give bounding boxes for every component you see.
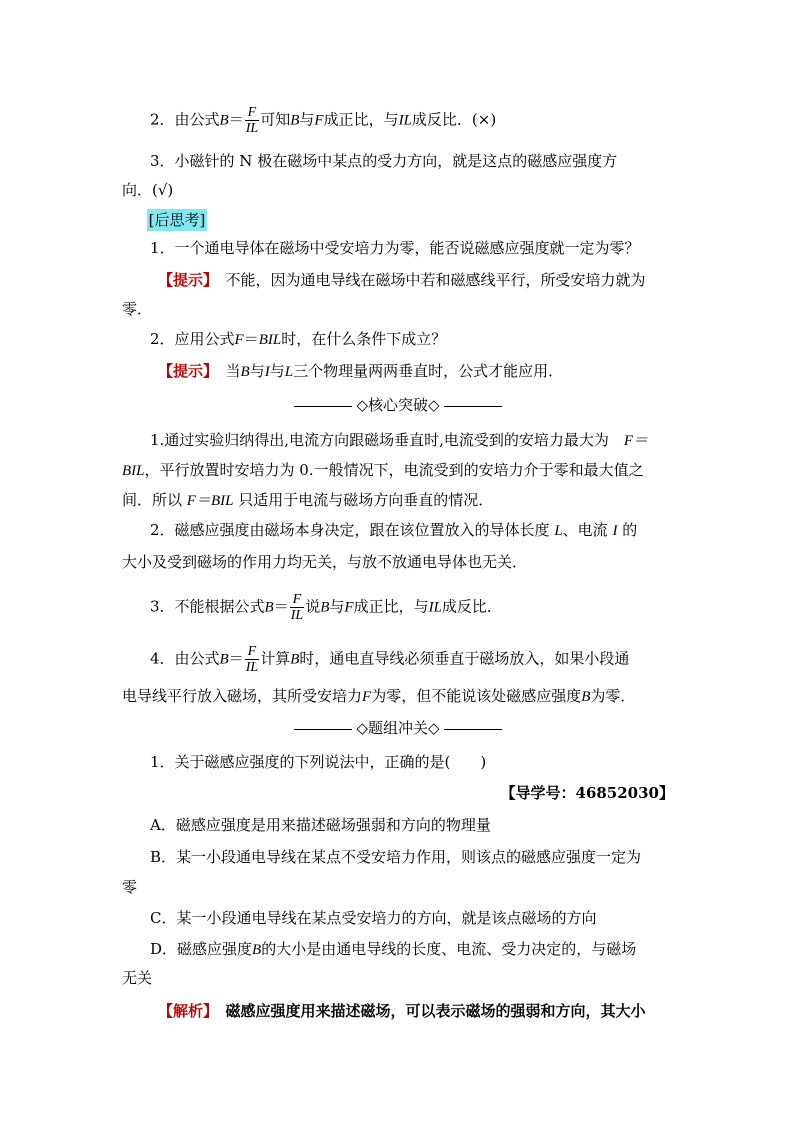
think-answer-1-line2: 零． (122, 300, 153, 318)
think-question-1: 1．一个通电导体在磁场中受安培力为零，能否说磁感应强度就一定为零？ (150, 239, 640, 257)
hint-label: 【提示】 (158, 271, 211, 289)
option-c: C．某一小段通电导线在某点受安培力的方向，就是该点磁场的方向 (150, 909, 597, 927)
core-p1-line3: 间．所以 F＝BIL 只适用于电流与磁场方向垂直的情况． (122, 491, 494, 509)
after-think-tag: [后思考] (148, 211, 206, 229)
fraction-F-over-IL: $\frac{F}{IL}$ (245, 105, 259, 136)
core-p1-line1: 1.通过实验归纳得出,电流方向跟磁场垂直时,电流受到的安培力最大为 F＝ (150, 431, 649, 449)
core-p4-line2: 电导线平行放入磁场，其所受安培力F为零，但不能说该处磁感应强度B为零． (122, 687, 636, 705)
option-b-line2: 零 (122, 878, 138, 896)
fraction-F-over-IL: $\frac{F}{IL}$ (245, 644, 259, 675)
judge-item-3-line2: 向．(√) (122, 181, 174, 199)
analysis-label: 【解析】 (158, 1002, 211, 1020)
core-p2-line1: 2．磁感应强度由磁场本身决定，跟在该位置放入的导体长度 L、电流 I 的 (150, 521, 638, 539)
think-question-2: 2．应用公式F＝BIL时，在什么条件下成立？ (150, 330, 447, 348)
core-p3: 3．不能根据公式B＝ $\frac{F}{IL}$ 说B与F成正比，与IL成反比． (150, 592, 502, 623)
practice-section-header: ◇题组冲关◇ (122, 718, 674, 738)
core-p4-line1: 4．由公式B＝ $\frac{F}{IL}$ 计算B时，通电直导线必须垂直于磁场放入，如果小段通 (150, 644, 630, 675)
core-p2-line2: 大小及受到磁场的作用力均无关，与放不放通电导体也无关． (122, 553, 528, 571)
option-b-line1: B．某一小段通电导线在某点不受安培力作用，则该点的磁感应强度一定为 (150, 848, 642, 866)
hint-label-2: 【提示】 (158, 362, 211, 380)
core-p1-line2: BIL，平行放置时安培力为 0.一般情况下，电流受到的安培力介于零和最大值之 (122, 461, 644, 479)
guide-number: 【导学号：46852030】 (500, 784, 674, 802)
option-d-line2: 无关 (122, 969, 153, 987)
core-section-header: ◇核心突破◇ (122, 395, 674, 415)
judge-item-2: 2．由公式B＝ $\frac{F}{IL}$ 可知B与F成正比，与IL成反比．(×) (150, 105, 497, 136)
practice-question-1: 1．关于磁感应强度的下列说法中，正确的是( ) (150, 753, 487, 771)
think-answer-1-line1: 【提示】 不能，因为通电导线在磁场中若和磁感线平行，所受安培力就为 (158, 271, 646, 289)
think-answer-2: 【提示】 当B与I与L三个物理量两两垂直时，公式才能应用． (158, 362, 564, 380)
fraction-F-over-IL: $\frac{F}{IL}$ (290, 592, 304, 623)
judge-item-3-line1: 3．小磁针的 N 极在磁场中某点的受力方向，就是这点的磁感应强度方 (150, 152, 618, 170)
analysis: 【解析】 磁感应强度用来描述磁场，可以表示磁场的强弱和方向，其大小 (158, 1002, 646, 1020)
option-a: A．磁感应强度是用来描述磁场强弱和方向的物理量 (150, 816, 491, 834)
option-d-line1: D．磁感应强度B的大小是由通电导线的长度、电流、受力决定的，与磁场 (150, 940, 637, 958)
